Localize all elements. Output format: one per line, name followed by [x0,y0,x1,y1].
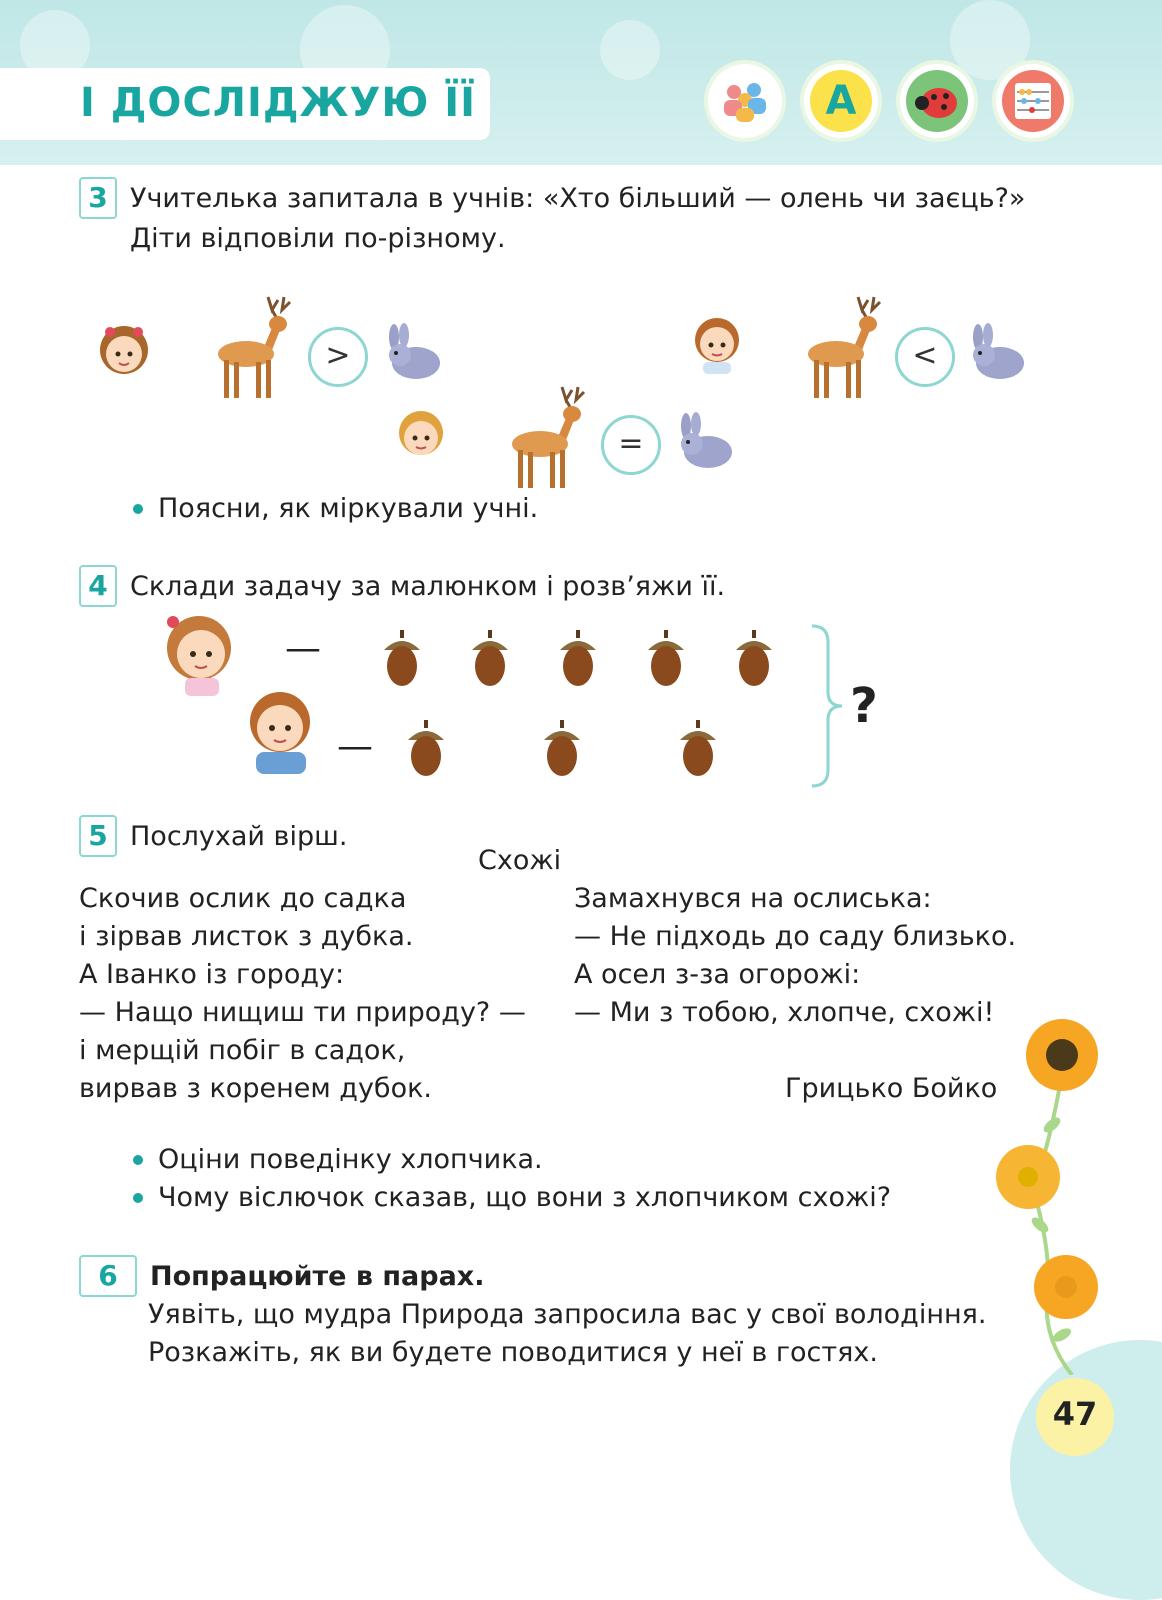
task-number: 3 [79,177,117,219]
task3-text: Учителька запитала в учнів: «Хто більший — олень чи заєць?» [130,183,1026,214]
task6-text: Розкажіть, як ви будете поводитися у неї в гостях. [148,1337,878,1368]
acorn-image [402,718,450,784]
dash: — [285,628,321,669]
letter-a-icon: A [804,64,878,138]
task5-text: Послухай вірш. [130,821,348,852]
question-mark: ? [850,678,878,734]
poem-title: Схожі [478,845,562,876]
poem-line: А Іванко із городу: [79,959,345,990]
bullet-dot [133,504,143,514]
acorn-image [554,628,602,694]
page-title: І ДОСЛІДЖУЮ ЇЇ [80,80,476,126]
task-number: 5 [79,815,117,857]
poem-line: Скочив ослик до садка [79,883,407,914]
decor-bubble [600,20,660,80]
task4-text: Склади задачу за малюнком і розв’яжи її. [130,571,726,602]
curly-brace [808,622,848,794]
task-number: 4 [79,565,117,607]
deer-image [206,292,302,406]
boy-face-image [688,312,746,380]
abacus-icon [996,64,1070,138]
poem-line: — Нащо нищиш ти природу? — [79,997,526,1028]
deer-image [500,382,596,496]
girl-image [155,612,245,702]
task6-heading: Попрацюйте в парах. [150,1261,485,1292]
ladybug-icon [900,64,974,138]
task-number: 6 [79,1255,137,1297]
poem-line: А осел з-за огорожі: [574,959,861,990]
task5-bullet: Чому віслючок сказав, що вони з хлопчиком схожі? [158,1182,892,1213]
acorn-image [538,718,586,784]
dash: — [337,726,373,767]
bullet-dot [133,1155,143,1165]
sunflower-decoration [990,1015,1110,1379]
bullet-dot [133,1193,143,1203]
people-icon [708,64,782,138]
rabbit-image [674,412,736,476]
task6-text: Уявіть, що мудра Природа запросила вас у свої володіння. [148,1299,987,1330]
task3-text: Діти відповіли по-різному. [130,223,506,254]
greater-than-sign: > [308,327,368,387]
poem-line: Замахнувся на ослиська: [574,883,932,914]
task5-bullet: Оціни поведінку хлопчика. [158,1144,543,1175]
task3-bullet: Поясни, як міркували учні. [158,493,539,524]
poem-line: вирвав з коренем дубок. [79,1073,432,1104]
equals-sign: = [601,415,661,475]
deer-image [796,292,892,406]
less-than-sign: < [895,327,955,387]
acorn-image [378,628,426,694]
poem-line: і зірвав листок з дубка. [79,921,414,952]
poem-line: — Не підходь до саду близько. [574,921,1017,952]
poem-line: — Ми з тобою, хлопче, схожі! [574,997,995,1028]
acorn-image [642,628,690,694]
boy-face-image [392,405,450,473]
rabbit-image [382,323,444,387]
girl-face-image [92,318,156,386]
acorn-image [674,718,722,784]
rabbit-image [966,323,1028,387]
page-number: 47 [1052,1395,1098,1433]
poem-line: і мерщій побіг в садок, [79,1035,406,1066]
acorn-image [730,628,778,694]
acorn-image [466,628,514,694]
boy-image [240,686,322,780]
poem-author: Грицько Бойко [785,1073,998,1104]
